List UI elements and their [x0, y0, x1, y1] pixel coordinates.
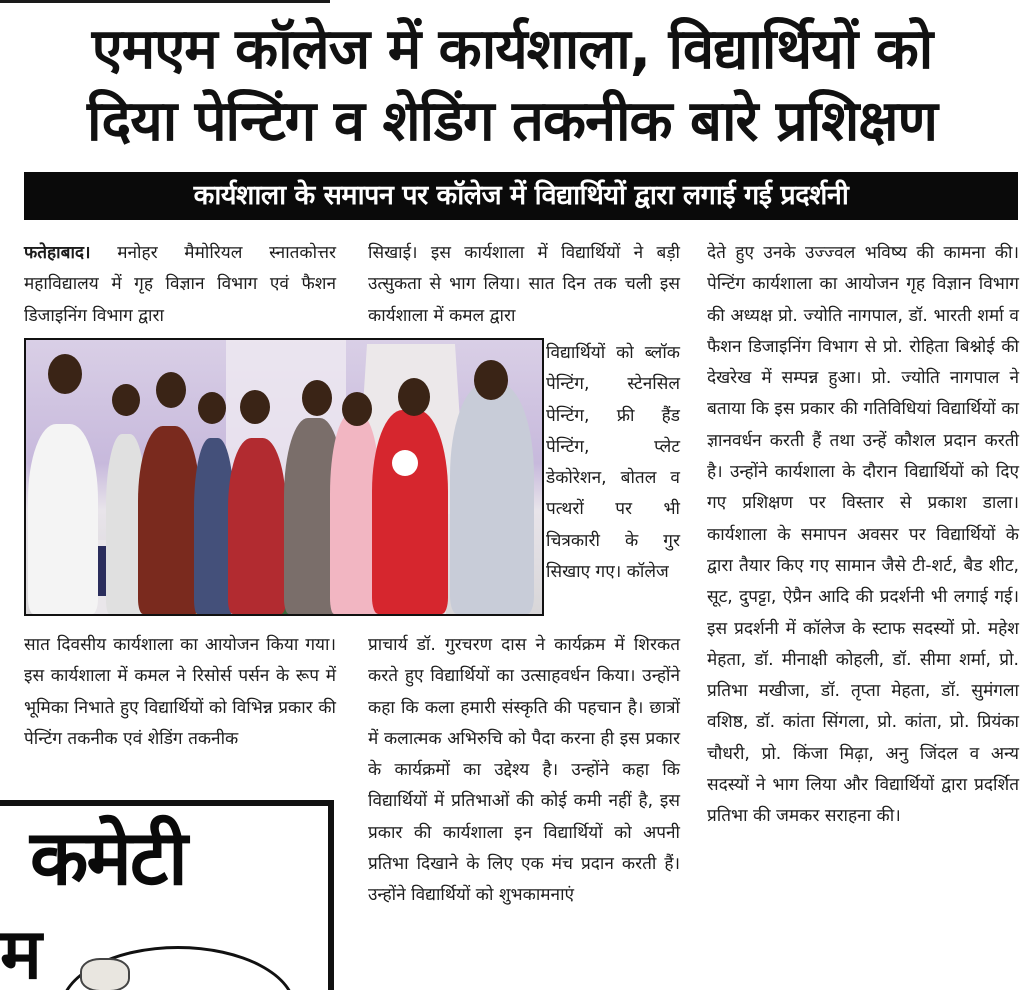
column-1-bottom	[24, 630, 336, 755]
headline	[10, 14, 1014, 158]
column-1-top	[24, 238, 336, 332]
dateline: फतेहाबाद।	[24, 243, 91, 263]
column-3-text: देते हुए उनके उज्ज्वल भविष्य की कामना की। पेन्टिंग कार्यशाला का आयोजन गृह विज्ञान विभाग की अध्यक्ष प्रो. ज्योति नागपाल, डॉ. भारती शर्मा व फैशन डिजाइनिंग विभाग से प्रो. रोहिता बिश्नोई की देखरेख में सम्पन्न हुआ। प्रो. ज्योति नागपाल ने बताया कि इस प्रकार की गतिविधियां विद्यार्थियों का ज्ञानवर्धन करती हैं तथा उन्हें कौशल प्रदान करती है। उन्होंने कार्यशाला के दौरान विद्यार्थियों को दिए गए प्रशिक्षण पर विस्तार से प्रकाश डाला। कार्यशाला के समापन अवसर पर विद्यार्थियों के द्वारा तैयार किए गए सामान जैसे टी-शर्ट, बैड शीट, सूट, दुपट्टा, ऐप्रैन आदि की प्रदर्शनी भी लगाई गई। इस प्रदर्शनी में कॉलेज के स्टाफ सदस्यों प्रो. महेश मेहता, डॉ. मीनाक्षी कोहली, डॉ. सीमा शर्मा, प्रो. प्रतिभा मखीजा, डॉ. तृप्ता मेहता, डॉ. सुमंगला वशिष्ठ, डॉ. कांता सिंगला, प्रो. कांता, प्रो. प्रियंका चौधरी, प्रो. किंजा मिढ़ा, अनु जिंदल व अन्य सदस्यों ने भाग लिया और विद्यार्थियों द्वारा प्रदर्शित प्रतिभा की जमकर सराहना की।	[707, 243, 1019, 827]
column-2-side	[546, 338, 680, 588]
headline-line-2: दिया पेन्टिंग व शेडिंग तकनीक बारे प्रशिक्षण	[86, 89, 938, 154]
column-1-top-text: मनोहर मैमोरियल स्नातकोत्तर महाविद्यालय में गृह विज्ञान विभाग एवं फैशन डिजाइनिंग विभाग द्वारा	[24, 243, 336, 326]
column-1-bottom-text: सात दिवसीय कार्यशाला का आयोजन किया गया। इस कार्यशाला में कमल ने रिसोर्स पर्सन के रूप में भूमिका निभाते हुए विद्यार्थियों को विभिन्न प्रकार की पेन्टिंग तकनीक एवं शेडिंग तकनीक	[24, 635, 336, 749]
column-2-top-text: सिखाई। इस कार्यशाला में विद्यार्थियों ने बड़ी उत्सुकता से भाग लिया। सात दिन तक चली इस कार्यशाला में कमल द्वारा	[368, 243, 680, 326]
top-rule	[0, 0, 330, 3]
subheadline-text: कार्यशाला के समापन पर कॉलेज में विद्यार्थियों द्वारा लगाई गई प्रदर्शनी	[193, 180, 849, 211]
column-2-top	[368, 238, 680, 332]
ad-fragment: म	[0, 913, 42, 990]
headline-line-1: एमएम कॉलेज में कार्यशाला, विद्यार्थियों को	[91, 17, 933, 82]
subheadline-bar	[24, 172, 1018, 220]
advertisement-box	[0, 800, 334, 990]
column-3	[707, 238, 1019, 833]
event-photo	[24, 338, 544, 616]
column-2-bottom	[368, 630, 680, 912]
ad-title: कमेटी	[30, 813, 186, 902]
cow-icon	[80, 958, 130, 990]
column-2-side-text: विद्यार्थियों को ब्लॉक पेन्टिंग, स्टेनसिल पेन्टिंग, फ्री हैंड पेन्टिंग, प्लेट डेकोरेशन, बोतल व पत्थरों पर भी चित्रकारी के गुर सिखाए गए। कॉलेज	[546, 343, 680, 583]
column-2-bottom-text: प्राचार्य डॉ. गुरचरण दास ने कार्यक्रम में शिरकत करते हुए विद्यार्थियों का उत्साहवर्धन किया। उन्होंने कहा कि कला हमारी संस्कृति की पहचान है। छात्रों में कलात्मक अभिरुचि को पैदा करना ही इस प्रकार के कार्यक्रमों का उद्देश्य है। उन्होंने कहा कि विद्यार्थियों में प्रतिभाओं की कोई कमी नहीं है, इस प्रकार की कार्यशाला इन विद्यार्थियों को अपनी प्रतिभा दिखाने के लिए एक मंच प्रदान करती हैं। उन्होंने विद्यार्थियों को शुभकामनाएं	[368, 635, 680, 906]
